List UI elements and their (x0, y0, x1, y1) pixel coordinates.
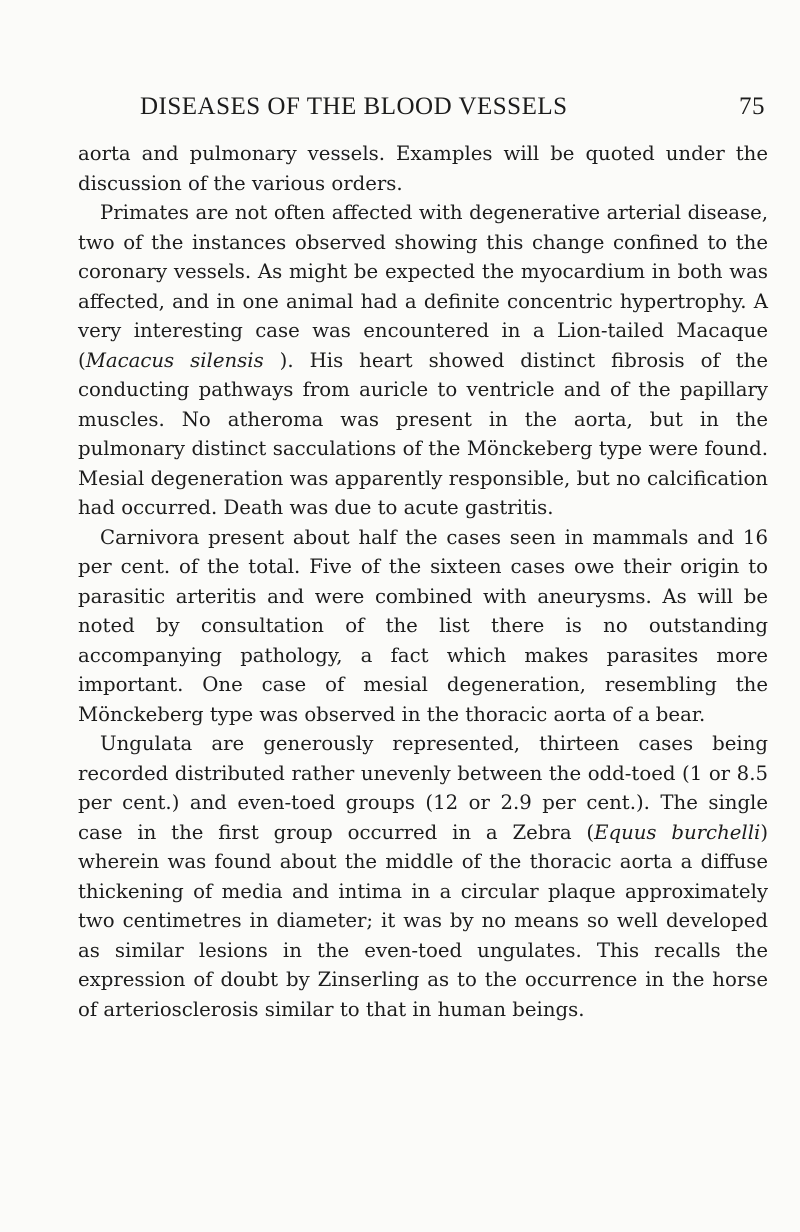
paragraph-carnivora: Carnivora present about half the cases seen in mammals and 16 per cent. of the total. Five of the sixteen cases owe their origin to parasitic arteritis and were combined with aneurysms. As will be noted by consultation of the list there is no outstanding accompanying pathology, a fact which makes parasites more important. One case of mesial degeneration, resembling the Mönckeberg type was observed in the thoracic aorta of a bear. (78, 525, 768, 726)
species-name: Equus burchelli (594, 820, 761, 844)
running-head (140, 92, 765, 122)
paragraph-text: ) wherein was found about the middle of the thoracic aorta a diffuse thickening of media and intima in a circular plaque approximately two centimetres in diameter; it was by no means so well developed as similar lesions in the even-toed ungulates. This recalls the expression of doubt by Zinserling as to the occurrence in the horse of arteriosclerosis similar to that in human beings. (78, 820, 768, 1021)
paragraph-primates (78, 198, 768, 523)
paragraph-text: Ungulata are generously represented, thirteen cases being recorded distributed rather unevenly between the odd-toed (1 or 8.5 per cent.) and even-toed groups (12 or 2.9 per cent.). The single case in the first group occurred in a Zebra ( (78, 732, 768, 844)
page-number: 75 (739, 93, 765, 120)
paragraph-text: ). His heart showed distinct fibrosis of the conducting pathways from auricle to ventricle and of the papillary muscles. No atheroma was present in the aorta, but in the pulmonary distinct sacculations of the Mönckeberg type were found. Mesial degeneration was apparently responsible, but no calcification had occurred. Death was due to acute gastritis. (78, 348, 768, 519)
paragraph-text: Primates are not often affected with degenerative arterial disease, two of the instances observed showing this change confined to the coronary vessels. As might be expected the myocardium in both was affected, and in one animal had a definite concentric hypertrophy. A very interesting case was encountered in a Lion-tailed Macaque ( (78, 201, 768, 372)
body-text (78, 139, 768, 1024)
paragraph-ungulata (78, 729, 768, 1024)
running-title: DISEASES OF THE BLOOD VESSELS (140, 93, 568, 120)
paragraph-continuation: aorta and pulmonary vessels. Examples will be quoted under the discussion of the various orders. (78, 142, 768, 195)
species-name: Macacus silensis (85, 348, 264, 372)
